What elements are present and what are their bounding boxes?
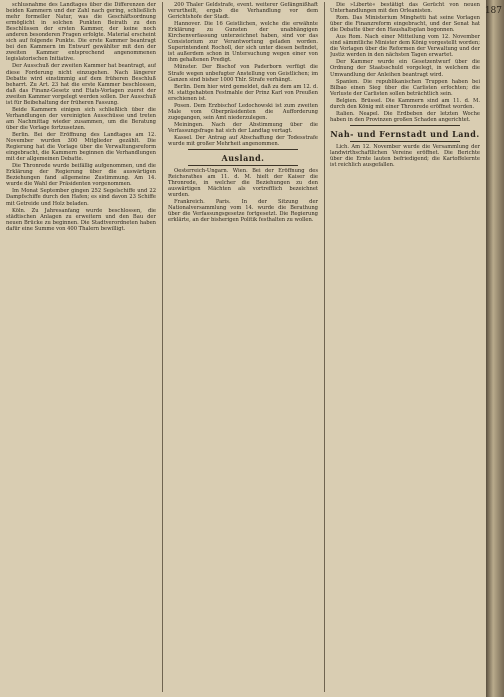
column-3 [330,2,480,694]
paragraph: Berlin. Dem hier wird gemeldet, daß zu dem am 12. d. M. stattgehabten Festmahle der Prinz Karl von Preußen erschienen ist. [168,83,318,102]
paragraph: Frankreich. Paris. In der Sitzung der Nationalversammlung vom 14. wurde die Berathung über die Verfassungsgesetze fortgesetzt. Die Regierung erklärte, an der bisherigen Politik festhalten zu wollen. [168,199,318,224]
column-1 [6,2,156,694]
paragraph: Spanien. Die republikanischen Truppen haben bei Bilbao einen Sieg über die Carlisten erfochten; die Verluste der Carlisten sollen beträchtlich sein. [330,78,480,97]
paragraph: Der Kammer wurde ein Gesetzentwurf über die Ordnung der Staatsschuld vorgelegt, in welchem die Umwandlung der Anleihen beantragt wird. [330,59,480,78]
paragraph: Kassel. Der Antrag auf Abschaffung der Todesstrafe wurde mit großer Mehrheit angenommen. [168,134,318,148]
paragraph: Lich. Am 12. November wurde die Versammlung der landwirthschaftlichen Vereine eröffnet. Die Berichte über die Ernte lauten befriedigend; die Kartoffelernte ist reichlich ausgefallen. [330,143,480,169]
book-binding [486,0,504,697]
section-heading: Ausland. [221,153,265,164]
paragraph: Die »Liberté« bestätigt das Gerücht von neuen Unterhandlungen mit den Orleanisten. [330,2,480,15]
paragraph: 200 Thaler Geldstrafe, event. weiterer Gefängnißhaft verurtheilt, ergab die Verhandlung vor dem Gerichtshofe der Stadt. [168,2,318,21]
section-divider [188,149,298,150]
paragraph: Der Ausschuß der zweiten Kammer hat beantragt, auf diese Forderung nicht einzugehen. Nach längerer Debatte wird einstimmig auf dem früheren Beschluß beharrt. Zu Art. 23 hat die erste Kammer beschlossen, daß das Finanz-Gesetz und Etats-Vorlagen zuerst der zweiten Kammer vorgelegt werden sollen. Der Ausschuß ist für Beibehaltung der früheren Fassung. [6,63,156,106]
paragraph: Berlin. Bei der Eröffnung des Landtages am 12. November wurden 300 Mitglieder gezählt. Die Regierung hat die Vorlage über die Verwaltungsreform eingebracht, die Kammern beginnen die Verhandlungen mit der allgemeinen Debatte. [6,131,156,163]
paragraph: Münster. Der Bischof von Paderborn verfügt die Strafe wegen unbefugter Anstellung von Geistlichen; im Ganzen sind bisher 1000 Thlr. Strafe verhängt. [168,64,318,83]
column-rule [324,2,325,692]
column-2 [168,2,318,694]
paragraph: Aus Rom. Nach einer Mitteilung vom 12. November sind sämmtliche Minister dem König vorgestellt worden; die Vorlagen über die Reformen der Verwaltung und der Justiz werden in den nächsten Tagen erwartet. [330,34,480,59]
paragraph: Italien. Neapel. Die Erdbeben der letzten Woche haben in den Provinzen großen Schaden angerichtet. [330,110,480,123]
paragraph: Oesterreich-Ungarn. Wien. Bei der Eröffnung des Reichsrathes am 11. d. M. hielt der Kaiser die Thronrede, in welcher die Beziehungen zu den auswärtigen Mächten als vortrefflich bezeichnet wurden. [168,168,318,199]
paragraph: Hannover. Die 16 Geistlichen, welche die erwähnte Erklärung zu Gunsten der unabhängigen Kirchenverfassung unterzeichnet haben, sind vor das Consistorium zur Verantwortung geladen worden. Superintendent Rocholl, der sich unter diesen befindet, ist außerdem schon in Untersuchung wegen einer von ihm gehaltenen Predigt. [168,21,318,64]
paragraph: Posen. Dem Erzbischof Ledochowski ist zum zweiten Male vom Oberpräsidenten die Aufforderung zugegangen, sein Amt niederzulegen. [168,102,318,121]
paragraph: schlusnahme des Landtages über die Differenzen der beiden Kammern und der Zahl nach gering, schließlich mehr formeller Natur, was die Geschäftsordnung ermöglicht in solchen Punkten Beirath zu den Beschlüssen der ersten Kammer, der keine noch anderen besonderen Fragen erfolgte. Material erscheint sich auf folgende Punkte. Die erste Kammer beantragt bei den Kammern im Entwurf gewählter mit den der zweiten Kammer entsprechend angenommenen legislatorischen Initiative. [6,2,156,63]
paragraph: Die Thronrede wurde beifällig aufgenommen, und die Erklärung der Regierung über die auswärtigen Beziehungen fand allgemeine Zustimmung. Am 14. wurde die Wahl der Präsidenten vorgenommen. [6,163,156,188]
paragraph: Im Monat September gingen 252 Segelschiffe und 22 Dampfschiffe durch den Hafen; es sind davon 23 Schiffe mit Getreide und Holz beladen. [6,188,156,207]
paragraph: Meiningen. Nach der Abstimmung über die Verfassungsfrage hat sich der Landtag vertagt. [168,121,318,134]
section-divider [188,165,298,166]
column-rule [162,2,163,692]
section-heading: Nah- und Fernstadt und Land. [330,128,480,139]
paragraph: Köln. Zu Jahresanfang wurde beschlossen, die städtischen Anlagen zu erweitern und den Bau der neuen Brücke zu beginnen. Die Stadtverordneten haben dafür eine Summe von 400 Thalern bewilligt. [6,207,156,232]
section-divider [350,141,460,142]
paragraph: Belgien. Brüssel. Die Kammern sind am 11. d. M. durch den König mit einer Thronrede eröffnet worden. [330,97,480,110]
section-divider [350,125,460,126]
paragraph: Rom. Das Ministerium Minghetti hat seine Vorlagen über die Finanzreform eingebracht, und der Senat hat die Debatte über den Haushaltsplan begonnen. [330,15,480,34]
paragraph: Beide Kammern einigen sich schließlich über die Verhandlungen der vereinigten Ausschüsse und treten am Nachmittag wieder zusammen, um die Beratung über die Vorlage fortzusetzen. [6,106,156,131]
page-number: 187 [484,6,502,16]
